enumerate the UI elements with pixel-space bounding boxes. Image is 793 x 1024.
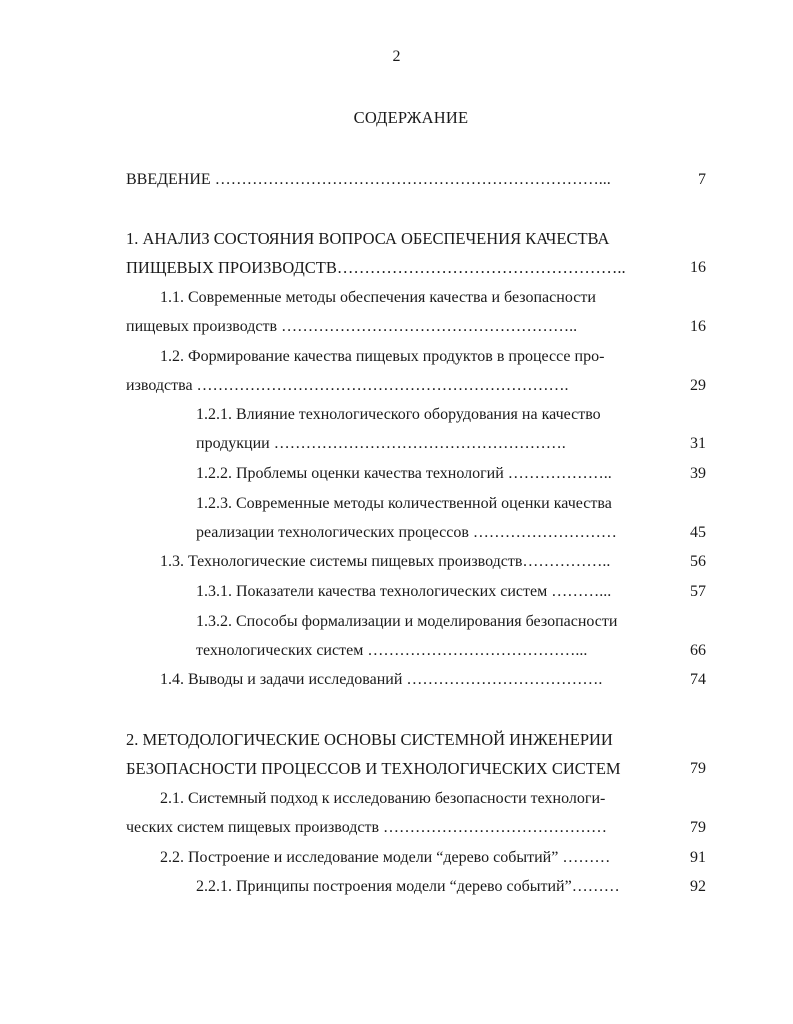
- toc-section-2-1-line-2: ческих систем пищевых производств ……………………………………: [126, 819, 608, 836]
- toc-section-1-1-line-2: пищевых производств ………………………………………………..: [126, 318, 578, 335]
- toc-subsection-1-2-2-page: 39: [690, 465, 706, 482]
- toc-section-1-2-page: 29: [690, 377, 706, 394]
- toc-subsection-1-2-1-line-1: 1.2.1. Влияние технологического оборудования на качество: [196, 406, 601, 423]
- toc-section-2-1-line-1: 2.1. Системный подход к исследованию безопасности технологи-: [160, 790, 606, 807]
- toc-subsection-2-2-1: 2.2.1. Принципы построения модели “дерево событий”………: [196, 878, 620, 895]
- toc-chapter-1-page: 16: [690, 259, 706, 276]
- toc-section-2-1-page: 79: [690, 819, 706, 836]
- page-number: 2: [392, 48, 401, 65]
- toc-subsection-1-3-2-page: 66: [690, 642, 706, 659]
- toc-section-1-3-page: 56: [690, 553, 706, 570]
- toc-section-1-1-line-1: 1.1. Современные методы обеспечения качества и безопасности: [160, 289, 596, 306]
- toc-chapter-1-line-1: 1. АНАЛИЗ СОСТОЯНИЯ ВОПРОСА ОБЕСПЕЧЕНИЯ КАЧЕСТВА: [126, 229, 610, 248]
- toc-section-1-2-line-1: 1.2. Формирование качества пищевых продуктов в процессе про-: [160, 348, 605, 365]
- toc-chapter-2-line-2: БЕЗОПАСНОСТИ ПРОЦЕССОВ И ТЕХНОЛОГИЧЕСКИХ СИСТЕМ: [126, 759, 621, 778]
- toc-heading: СОДЕРЖАНИЕ: [353, 108, 469, 127]
- toc-subsection-1-2-1-page: 31: [690, 435, 706, 452]
- toc-subsection-1-3-1-page: 57: [690, 583, 706, 600]
- toc-section-1-2-line-2: изводства …………………………………………………………….: [126, 377, 569, 394]
- toc-chapter-2-page: 79: [690, 760, 706, 777]
- toc-subsection-1-2-1-line-2: продукции ……………………………………………….: [196, 435, 566, 452]
- toc-section-1-3: 1.3. Технологические системы пищевых производств……………..: [160, 553, 611, 570]
- toc-section-2-2: 2.2. Построение и исследование модели “дерево событий” ………: [160, 849, 611, 866]
- toc-subsection-1-3-1: 1.3.1. Показатели качества технологических систем ………...: [196, 583, 612, 600]
- toc-subsection-2-2-1-page: 92: [690, 878, 706, 895]
- toc-entry-intro-page: 7: [698, 171, 706, 188]
- toc-chapter-2-line-1: 2. МЕТОДОЛОГИЧЕСКИЕ ОСНОВЫ СИСТЕМНОЙ ИНЖЕНЕРИИ: [126, 730, 613, 749]
- toc-section-1-1-page: 16: [690, 318, 706, 335]
- toc-entry-intro: ВВЕДЕНИЕ ………………………………………………………………...: [126, 171, 611, 188]
- toc-section-2-2-page: 91: [690, 849, 706, 866]
- toc-subsection-1-3-2-line-1: 1.3.2. Способы формализации и моделирования безопасности: [196, 613, 618, 630]
- toc-subsection-1-3-2-line-2: технологических систем …………………………………...: [196, 642, 588, 659]
- toc-section-1-4: 1.4. Выводы и задачи исследований ……………………………….: [160, 671, 603, 688]
- toc-subsection-1-2-3-line-2: реализации технологических процессов ………………………: [196, 524, 617, 541]
- toc-subsection-1-2-3-page: 45: [690, 524, 706, 541]
- toc-subsection-1-2-2: 1.2.2. Проблемы оценки качества технологий ………………..: [196, 465, 612, 482]
- toc-chapter-1-line-2: ПИЩЕВЫХ ПРОИЗВОДСТВ……………………………………………..: [126, 258, 626, 277]
- toc-subsection-1-2-3-line-1: 1.2.3. Современные методы количественной оценки качества: [196, 495, 612, 512]
- toc-section-1-4-page: 74: [690, 671, 706, 688]
